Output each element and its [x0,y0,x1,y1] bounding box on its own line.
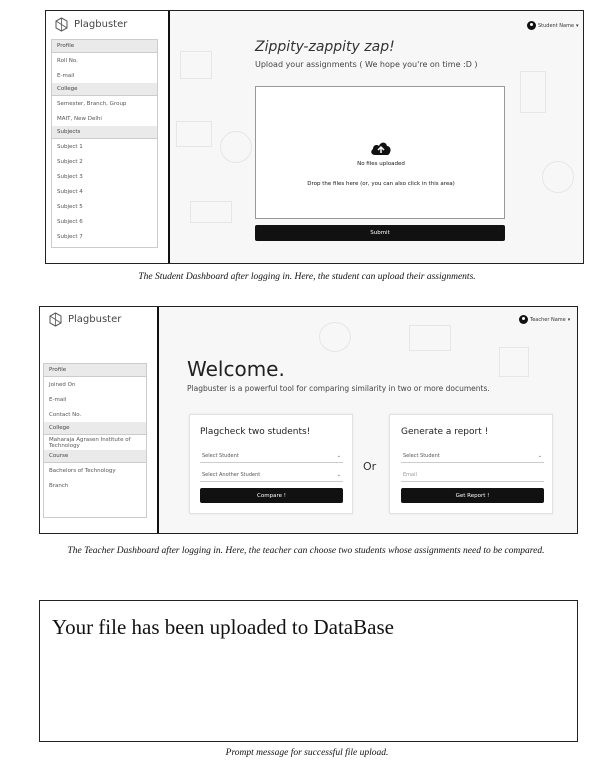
chevron-down-icon: ▾ [576,22,579,29]
sidebar-item[interactable]: Bachelors of Technology [49,467,116,474]
sidebar-item[interactable]: Branch [49,482,69,489]
select-another-student-dropdown[interactable] [200,469,343,482]
doodle [176,121,212,147]
student-dashboard-screenshot [45,10,584,264]
teacher-sidebar [40,307,159,533]
teacher-dashboard-screenshot [39,306,578,534]
teacher-user-name: Teacher Name [530,316,566,323]
student-user-menu[interactable] [527,21,579,30]
sidebar-item[interactable]: Subject 5 [57,203,83,210]
logo-icon [49,312,62,327]
caption-student-dashboard: The Student Dashboard after logging in. Here, the student can upload their assignments. [138,272,476,282]
chevron-down-icon: ⌄ [336,453,341,459]
doodle [190,201,232,223]
sidebar-item[interactable]: Roll No. [57,57,78,64]
select-another-student-value: Select Another Student [202,472,261,478]
sidebar-item[interactable]: Subject 4 [57,188,83,195]
doodle [180,51,212,79]
doodle [499,347,529,377]
doodle [319,322,351,352]
prompt-message: Your file has been uploaded to DataBase [52,615,394,639]
plagcheck-card [189,414,353,514]
select-student-dropdown[interactable] [200,450,343,463]
caption-teacher-dashboard: The Teacher Dashboard after logging in. Here, the teacher can choose two students whose assignments need to be compared. [67,546,545,556]
get-report-button[interactable]: Get Report ! [401,488,544,503]
report-select-student-dropdown[interactable] [401,450,544,463]
student-nav [51,39,158,248]
sidebar-item[interactable]: Subject 2 [57,158,83,165]
chevron-down-icon: ⌄ [336,472,341,478]
sidebar-item[interactable]: E-mail [57,72,75,79]
user-avatar-icon [519,315,528,324]
report-select-student-value: Select Student [403,453,440,459]
or-label: Or [363,460,377,473]
email-field[interactable] [401,469,544,482]
caption-prompt-message: Prompt message for successful file upload. [225,748,389,758]
sidebar-item[interactable]: Semester, Branch, Group [57,100,127,107]
chevron-down-icon: ⌄ [537,453,542,459]
doodle [542,161,574,193]
sidebar-item[interactable]: Subject 7 [57,233,83,240]
teacher-user-menu[interactable] [519,315,570,324]
brand-name: Plagbuster [68,314,122,325]
no-files-text: No files uploaded [357,161,405,167]
sidebar-section-header: Profile [52,40,157,53]
teacher-main [159,307,578,533]
doodle [220,131,252,163]
sidebar-item[interactable]: Subject 1 [57,143,83,150]
logo-icon [55,17,68,32]
compare-button[interactable]: Compare ! [200,488,343,503]
select-student-value: Select Student [202,453,239,459]
sidebar-item[interactable]: Joined On [49,381,76,388]
sidebar-item[interactable]: Subject 3 [57,173,83,180]
upload-dropzone[interactable] [255,86,505,219]
teacher-nav [43,363,147,518]
chevron-down-icon: ▾ [567,316,571,323]
upload-subheading: Upload your assignments ( We hope you're on time :D ) [255,60,478,69]
sidebar-section-header: Profile [44,364,146,377]
brand [49,312,121,327]
report-card [389,414,553,514]
student-sidebar [46,11,170,263]
welcome-tagline: Plagbuster is a powerful tool for comparing similarity in two or more documents. [187,384,490,393]
upload-heading: Zippity-zappity zap! [255,39,395,55]
sidebar-section-header: College [52,83,157,96]
brand-name: Plagbuster [74,19,128,30]
sidebar-item[interactable]: MAIT, New Delhi [57,115,102,122]
brand [55,17,127,32]
sidebar-item[interactable]: Subject 6 [57,218,83,225]
sidebar-item[interactable]: E-mail [49,396,67,403]
sidebar-section-header: College [44,422,146,435]
sidebar-section-header: Course [44,450,146,463]
user-avatar-icon [527,21,536,30]
welcome-heading: Welcome. [187,357,285,381]
upload-success-prompt [39,600,578,742]
report-title: Generate a report ! [401,427,489,437]
sidebar-item[interactable]: Contact No. [49,411,82,418]
student-user-name: Student Name [538,22,575,29]
student-main [170,11,584,263]
drop-text: Drop the files here (or, you can also click in this area) [307,181,455,187]
cloud-upload-icon [370,140,392,156]
plagcheck-title: Plagcheck two students! [200,427,311,437]
sidebar-section-header: Subjects [52,126,157,139]
doodle [409,325,451,351]
doodle [520,71,546,113]
email-placeholder: Email [403,472,417,478]
submit-button[interactable]: Submit [255,225,505,241]
sidebar-item[interactable]: Maharaja Agrasen Institute of Technology [49,436,131,449]
